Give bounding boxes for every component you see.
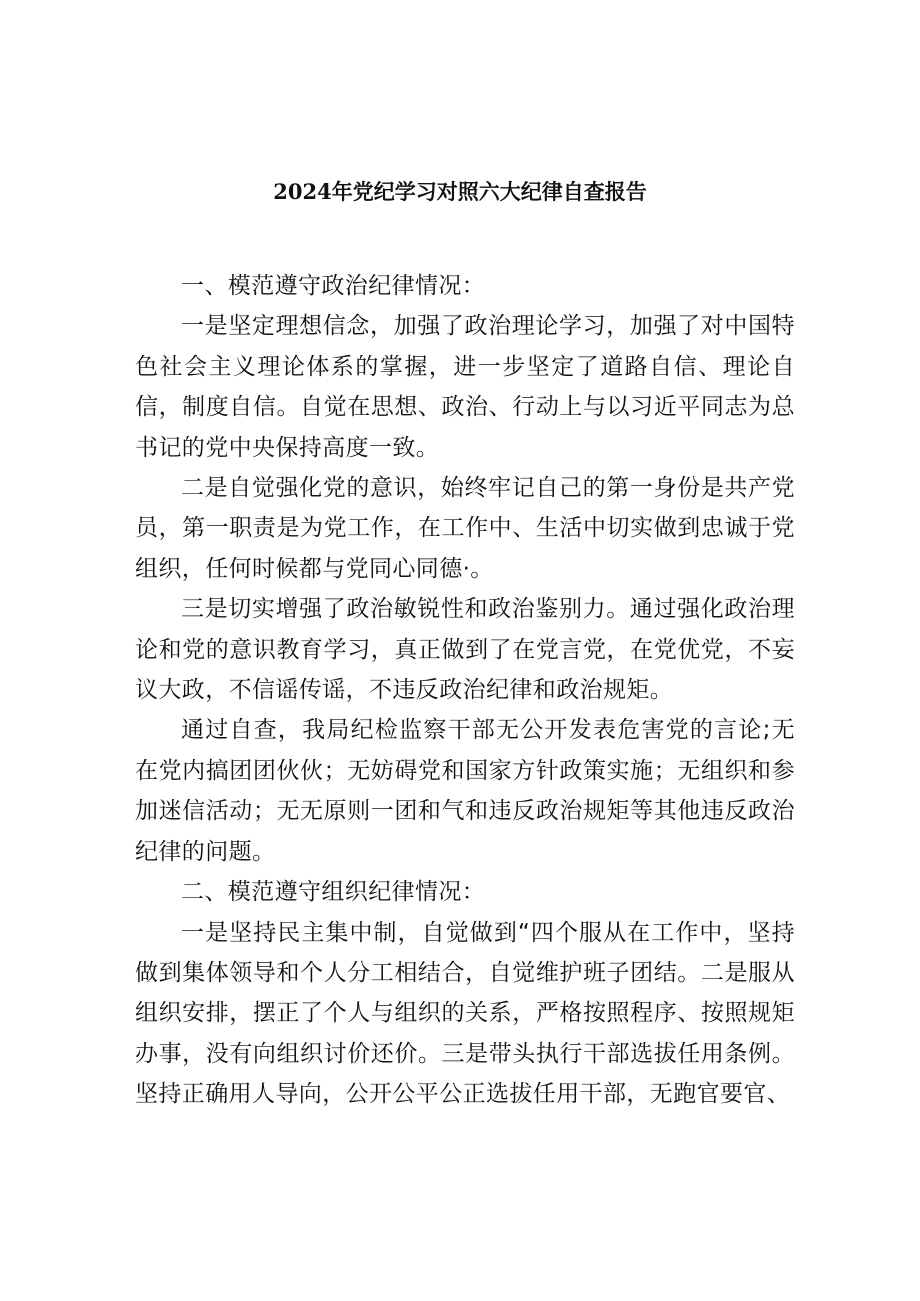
section-heading-organizational: 二、模范遵守组织纪律情况： xyxy=(181,879,486,906)
paragraph: 一是坚持民主集中制，自觉做到“四个服从在工作中，坚持做到集体领导和个人分工相结合，自觉维护班子团结。二是服从组织安排，摆正了个人与组织的关系，严格按照程序、按照规矩办事，没有向组织讨价还价。三是带头执行干部选拔任用条例。坚持正确用人导向，公开公平公正选拔任用干部，无跑官要官、 xyxy=(135,919,795,1108)
paragraph: 二是自觉强化党的意识，始终牢记自己的第一身份是共产党员，第一职责是为党工作，在工作中、生活中切实做到忠诚于党组织，任何时候都与党同心同德·。 xyxy=(135,475,795,582)
section-heading-political: 一、模范遵守政治纪律情况： xyxy=(181,273,486,299)
paragraph: 一是坚定理想信念，加强了政治理论学习，加强了对中国特色社会主义理论体系的掌握，进一步坚定了道路自信、理论自信，制度自信。自觉在思想、政治、行动上与以习近平同志为总书记的党中央保持高度一致。 xyxy=(135,313,795,461)
paragraph: 通过自查，我局纪检监察干部无公开发表危害党的言论;无在党内搞团团伙伙；无妨碍党和国家方针政策实施；无组织和参加迷信活动；无无原则一团和气和违反政治规矩等其他违反政治纪律的问题。 xyxy=(135,717,795,865)
document-title: 2024年党纪学习对照六大纪律自查报告 xyxy=(273,179,647,204)
document-body xyxy=(135,266,795,1115)
paragraph: 三是切实增强了政治敏锐性和政治鉴别力。通过强化政治理论和党的意识教育学习，真正做到了在党言党，在党优党，不妄议大政，不信谣传谣，不违反政治纪律和政治规矩。 xyxy=(135,596,795,704)
